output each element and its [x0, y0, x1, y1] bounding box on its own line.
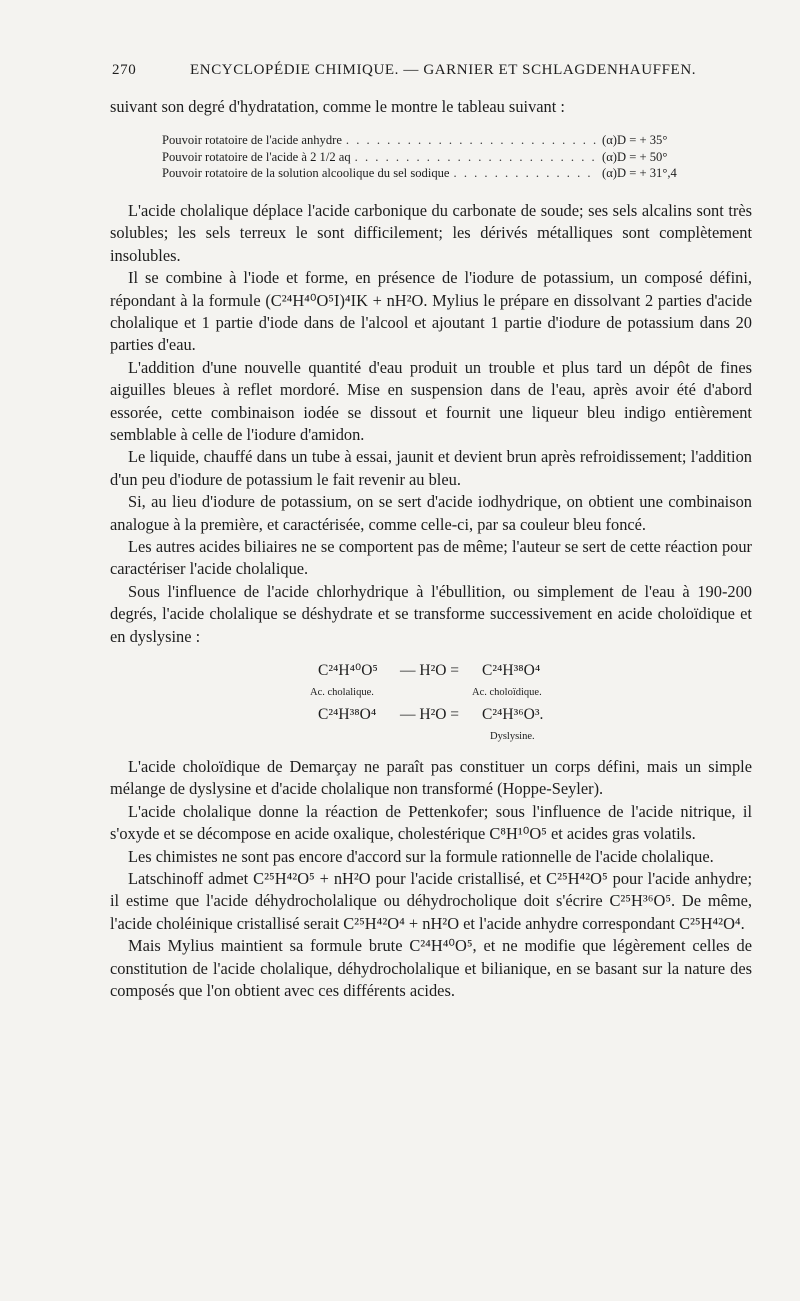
- intro-line: suivant son degré d'hydratation, comme le montre le tableau suivant :: [110, 97, 565, 116]
- paragraph: L'acide cholalique donne la réaction de Pettenkofer; sous l'influence de l'acide nitrique, il s'oxyde et se décompose en acide oxalique, cholestérique C⁸H¹⁰O⁵ et acides gras volatils.: [110, 801, 752, 844]
- paragraph: L'acide cholalique déplace l'acide carbonique du carbonate de soude; ses sels alcalins sont très solubles; les sels terreux le sont difficilement; les dérivés métalliques sont complètement insolubles.: [110, 200, 752, 265]
- rotation-row: [162, 132, 702, 149]
- equation-rhs: C²⁴H³⁸O⁴: [482, 662, 541, 680]
- equation-rhs-label: Dyslysine.: [490, 731, 535, 743]
- equations-block: [110, 660, 752, 742]
- leader-dots: [355, 149, 598, 166]
- rotation-value: (α)D = + 31°,4: [602, 166, 677, 181]
- equation-row: [110, 704, 752, 726]
- paragraph: L'addition d'une nouvelle quantité d'eau produit un trouble et plus tard un dépôt de fines aiguilles bleues à reflet mordoré. Mise en suspension dans de l'eau, après avoir été d'abord essorée, cette combinaison iodée se dissout et fournit une liqueur bleu indigo entièrement semblable à celle de l'iodure d'amidon.: [110, 357, 752, 444]
- equation-labels: [110, 682, 752, 698]
- paragraph: L'acide choloïdique de Demarçay ne paraît pas constituer un corps défini, mais un simple mélange de dyslysine et d'acide cholalique non transformé (Hoppe-Seyler).: [110, 757, 752, 799]
- equation-lhs: C²⁴H⁴⁰O⁵: [318, 662, 378, 680]
- paragraph: Le liquide, chauffé dans un tube à essai, jaunit et devient brun après refroidissement; l'addition d'un peu d'iodure de potassium le fait revenir au bleu.: [110, 447, 752, 489]
- rotation-label: Pouvoir rotatoire de la solution alcoolique du sel sodique: [162, 166, 450, 181]
- leader-dots: [454, 165, 598, 182]
- equation-rhs-label: Ac. choloïdique.: [472, 687, 542, 699]
- rotation-table: [162, 132, 702, 182]
- rotation-label: Pouvoir rotatoire de l'acide anhydre: [162, 133, 342, 148]
- paragraph: Mais Mylius maintient sa formule brute C²⁴H⁴⁰O⁵, et ne modifie que légèrement celles de constitution de l'acide cholalique, déhydrocholalique et bilianique, en se basant sur la nature des composés que l'on obtient avec ces différents acides.: [110, 936, 752, 1001]
- rotation-row: [162, 165, 702, 182]
- equation-row: [110, 660, 752, 682]
- equation-lhs: C²⁴H³⁸O⁴: [318, 706, 377, 724]
- equation-lhs-label: Ac. cholalique.: [310, 687, 374, 699]
- leader-dots: [346, 132, 598, 149]
- equation-operator: — H²O =: [400, 706, 460, 724]
- rotation-value: (α)D = + 50°: [602, 149, 668, 164]
- paragraph: Les chimistes ne sont pas encore d'accord sur la formule rationnelle de l'acide cholalique.: [128, 846, 714, 866]
- equation-rhs: C²⁴H³⁶O³.: [482, 706, 544, 724]
- paragraph: Latschinoff admet C²⁵H⁴²O⁵ + nH²O pour l'acide cristallisé, et C²⁵H⁴²O⁵ pour l'acide anhydre; il estime que l'acide déhydrocholalique ou déhydrocholique doit s'écrire C²⁵H³⁶O⁵. De même, l'acide choléinique cristallisé serait C²⁵H⁴²O⁴ + nH²O et l'acide anhydre correspondant C²⁵H⁴²O⁴.: [110, 869, 752, 933]
- paragraph: Il se combine à l'iode et forme, en présence de l'iodure de potassium, un composé défini, répondant à la formule (C²⁴H⁴⁰O⁵I)⁴IK + nH²O. Mylius le prépare en dissolvant 2 parties d'acide cholalique et 1 partie d'iode dans de l'alcool et ajoutant 1 partie d'iodure de potassium dans 20 parties d'eau.: [110, 268, 752, 355]
- equation-operator: — H²O =: [400, 662, 460, 680]
- equation-labels: [110, 726, 752, 742]
- rotation-value: (α)D = + 35°: [602, 133, 668, 148]
- paragraph: Si, au lieu d'iodure de potassium, on se sert d'acide iodhydrique, on obtient une combinaison analogue à la première, et caractérisée, comme celle-ci, par sa couleur bleu foncé.: [110, 492, 752, 534]
- page-number: 270: [112, 62, 137, 78]
- rotation-label: Pouvoir rotatoire de l'acide à 2 1/2 aq: [162, 149, 351, 164]
- paragraph: Sous l'influence de l'acide chlorhydrique à l'ébullition, ou simplement de l'eau à 190-200 degrés, l'acide cholalique se déshydrate et se transforme successivement en acide choloïdique et en dyslysine :: [110, 581, 752, 646]
- paragraph: Les autres acides biliaires ne se comportent pas de même; l'auteur se sert de cette réaction pour caractériser l'acide cholalique.: [110, 537, 752, 579]
- rotation-row: [162, 149, 702, 166]
- running-title: ENCYCLOPÉDIE CHIMIQUE. — GARNIER ET SCHLAGDENHAUFFEN.: [190, 62, 697, 78]
- page-body: [110, 96, 752, 1003]
